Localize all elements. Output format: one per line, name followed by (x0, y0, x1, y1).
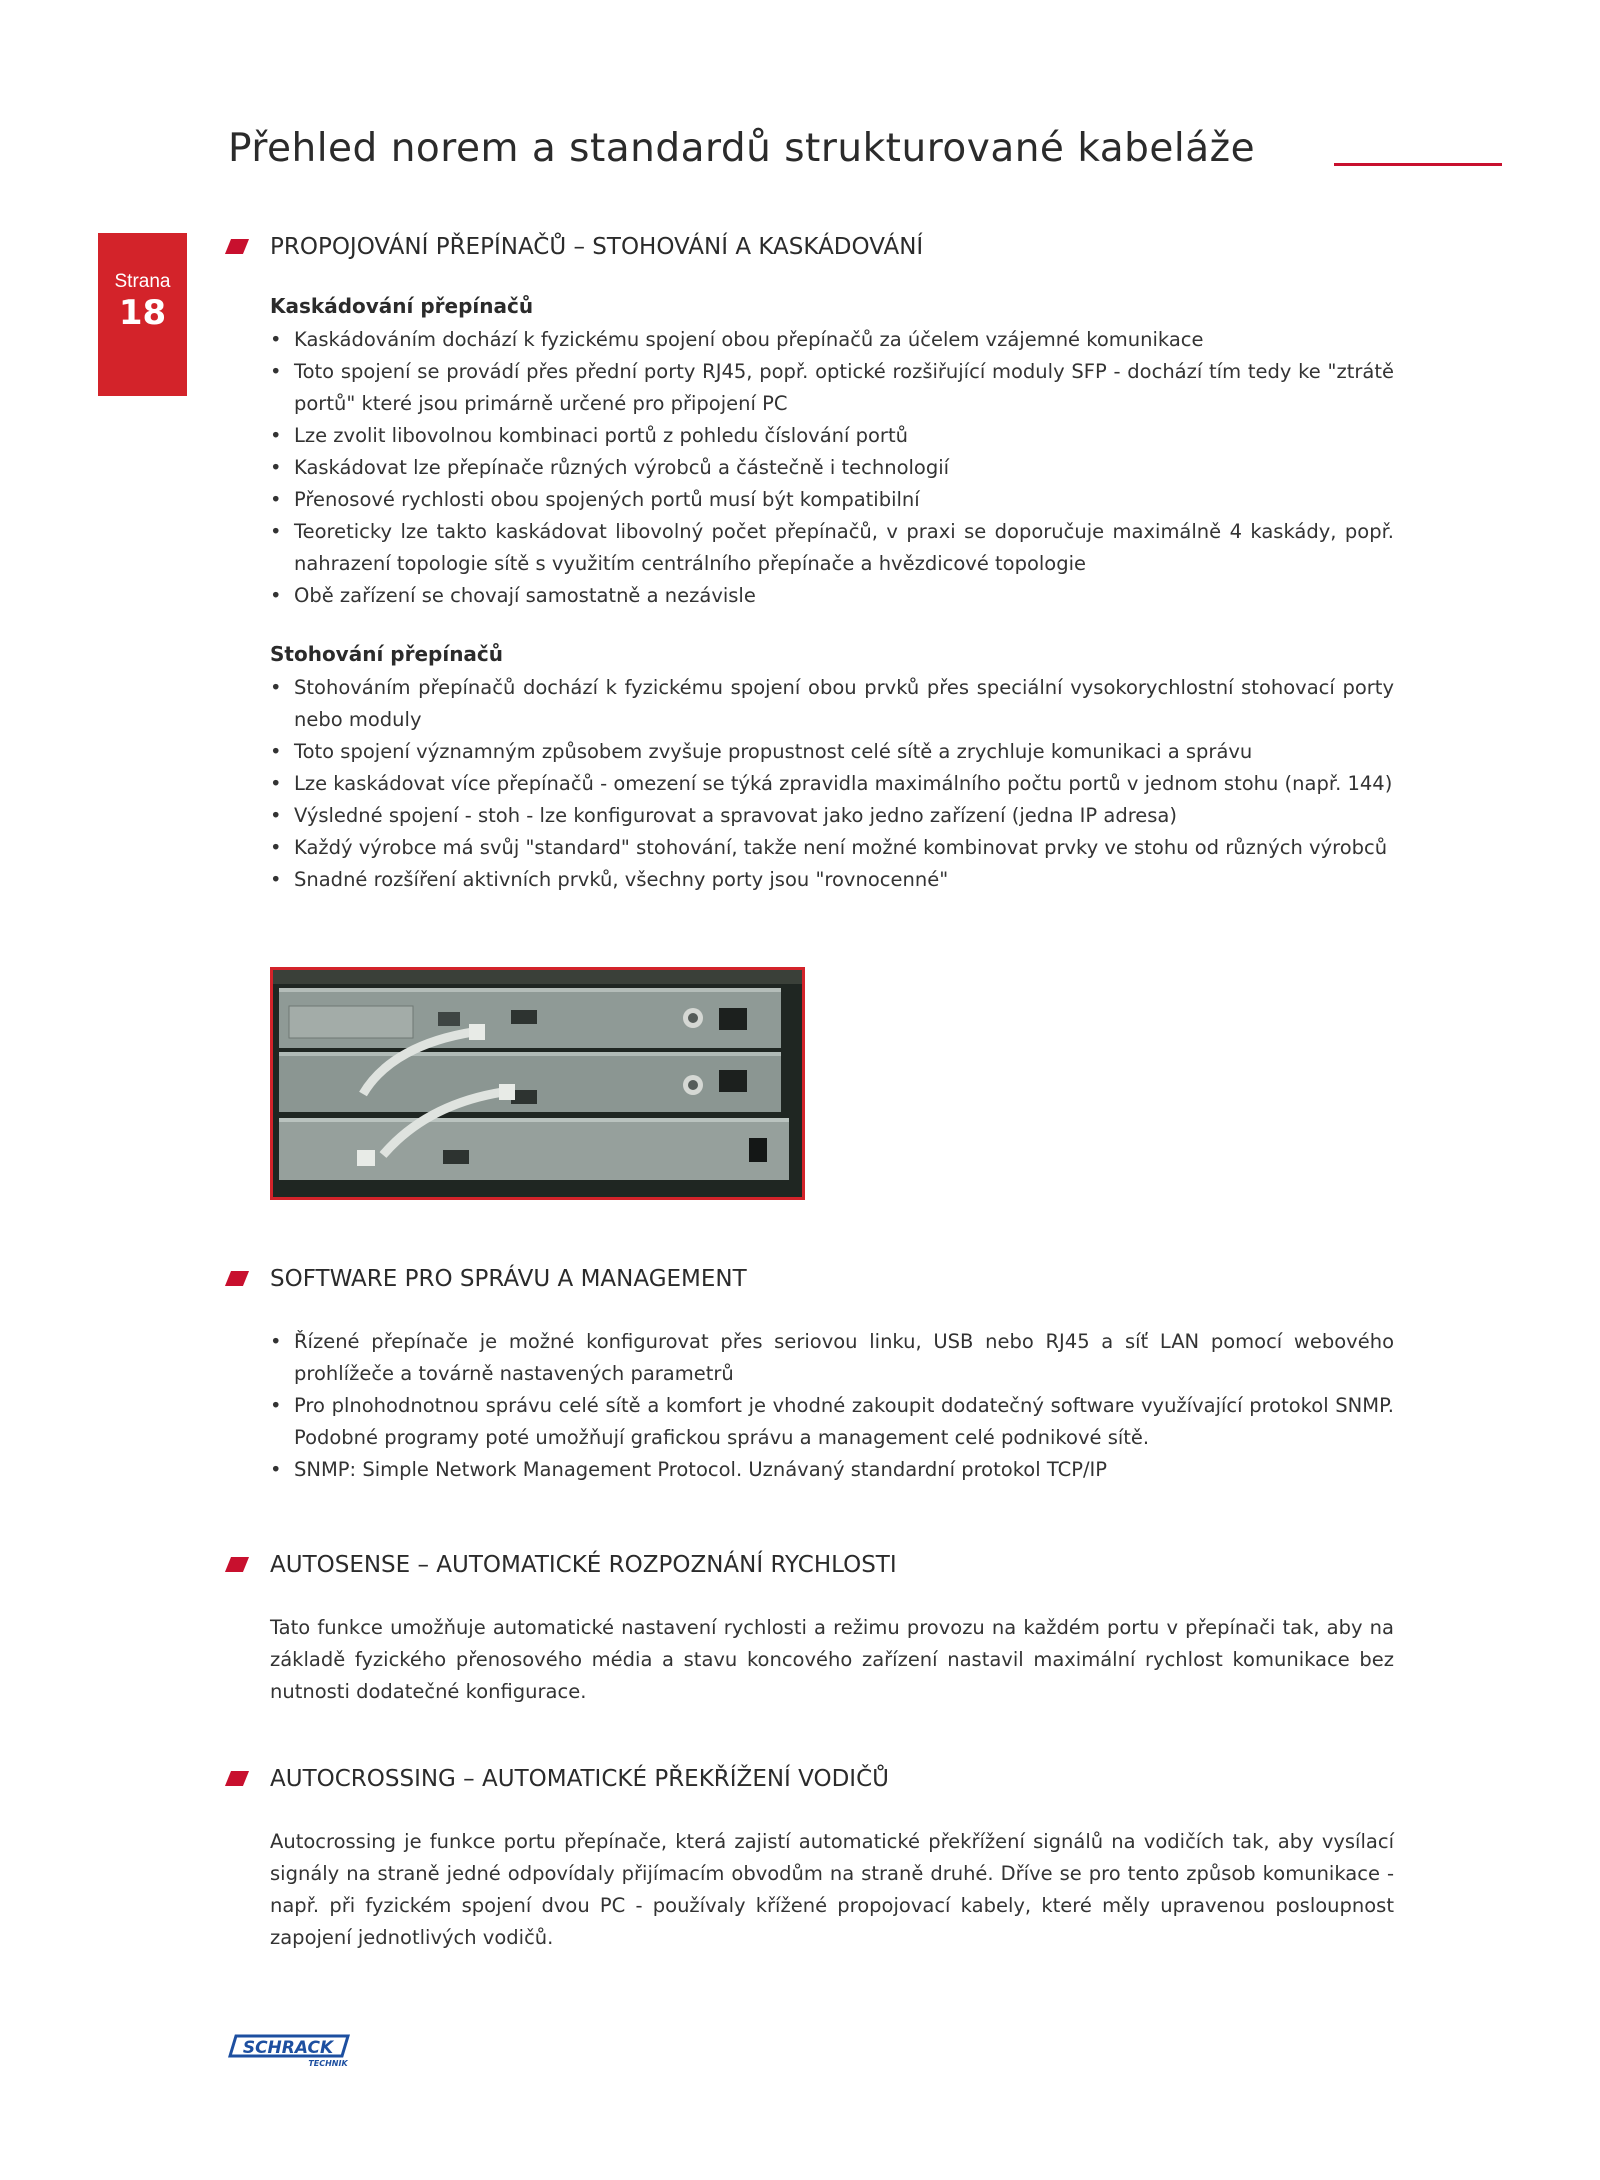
stacked-switches-image (273, 970, 802, 1197)
subheading-cascading: Kaskádování přepínačů (270, 294, 534, 318)
svg-text:SCHRACK: SCHRACK (242, 2038, 334, 2058)
list-item: • Lze kaskádovat více přepínačů - omezení se týká zpravidla maximálního počtu portů v jednom stohu (např. 144) (270, 768, 1394, 800)
svg-text:TECHNIK: TECHNIK (308, 2059, 348, 2068)
list-item: • Řízené přepínače je možné konfigurovat přes seriovou linku, USB nebo RJ45 a síť LAN pomocí webového prohlížeče a továrně nastavených parametrů (270, 1326, 1394, 1390)
section-heading-text: AUTOSENSE – AUTOMATICKÉ ROZPOZNÁNÍ RYCHLOSTI (270, 1552, 897, 1578)
page-number: 18 (118, 293, 167, 333)
list-item: • Lze zvolit libovolnou kombinaci portů z pohledu číslování portů (270, 420, 1394, 452)
list-item: • Pro plnohodnotnou správu celé sítě a komfort je vhodné zakoupit dodatečný software využívající protokol SNMP. Podobné programy poté umožňují grafickou správu a management celé podnikové sítě. (270, 1390, 1394, 1454)
section-marker-icon (225, 1271, 249, 1286)
schrack-logo (228, 2030, 352, 2070)
page-title: Přehled norem a standardů strukturované kabeláže (228, 126, 1256, 171)
section-marker-icon (225, 1557, 249, 1572)
page-number-tab (98, 233, 187, 396)
list-item: • Kaskádováním dochází k fyzickému spojení obou přepínačů za účelem vzájemné komunikace (270, 324, 1394, 356)
page-tab-label: Strana (114, 271, 171, 292)
section-heading-autosense (228, 1554, 897, 1577)
list-item: • Každý výrobce má svůj "standard" stohování, takže není možné kombinovat prvky ve stohu od různých výrobců (270, 832, 1394, 864)
stacked-switches-photo (270, 967, 805, 1200)
software-list (270, 1326, 1394, 1486)
list-item: • Toto spojení se provádí přes přední porty RJ45, popř. optické rozšiřující moduly SFP - dochází tím tedy ke "ztrátě portů" které jsou primárně určené pro připojení PC (270, 356, 1394, 420)
section-marker-icon (225, 1771, 249, 1786)
list-item: • Přenosové rychlosti obou spojených portů musí být kompatibilní (270, 484, 1394, 516)
list-item: • Obě zařízení se chovají samostatně a nezávisle (270, 580, 1394, 612)
list-item: • SNMP: Simple Network Management Protocol. Uznávaný standardní protokol TCP/IP (270, 1454, 1394, 1486)
list-item: • Výsledné spojení - stoh - lze konfigurovat a spravovat jako jedno zařízení (jedna IP adresa) (270, 800, 1394, 832)
section-marker-icon (225, 239, 249, 254)
section-heading-text: PROPOJOVÁNÍ PŘEPÍNAČŮ – STOHOVÁNÍ A KASKÁDOVÁNÍ (270, 234, 924, 260)
section-heading-autocrossing (228, 1768, 889, 1791)
list-item: • Kaskádovat lze přepínače různých výrobců a částečně i technologií (270, 452, 1394, 484)
stacking-list (270, 672, 1394, 896)
section-heading-software (228, 1268, 747, 1291)
list-item: • Toto spojení významným způsobem zvyšuje propustnost celé sítě a zrychluje komunikaci a správu (270, 736, 1394, 768)
list-item: • Teoreticky lze takto kaskádovat libovolný počet přepínačů, v praxi se doporučuje maximálně 4 kaskády, popř. nahrazení topologie sítě s využitím centrálního přepínače a hvězdicové topologie (270, 516, 1394, 580)
section-heading-stacking (228, 236, 923, 259)
section-heading-text: SOFTWARE PRO SPRÁVU A MANAGEMENT (270, 1266, 747, 1292)
list-item: • Snadné rozšíření aktivních prvků, všechny porty jsou "rovnocenné" (270, 864, 1394, 896)
subheading-stacking: Stohování přepínačů (270, 642, 504, 666)
autosense-paragraph: Tato funkce umožňuje automatické nastavení rychlosti a režimu provozu na každém portu v přepínači tak, aby na základě fyzického přenosového média a stavu koncového zařízení nastavil maximální rychlost komunikace bez nutnosti dodatečné konfigurace. (270, 1616, 1394, 1703)
title-rule (1334, 163, 1502, 166)
list-item: • Stohováním přepínačů dochází k fyzickému spojení obou prvků přes speciální vysokorychlostní stohovací porty nebo moduly (270, 672, 1394, 736)
cascading-list (270, 324, 1394, 612)
section-heading-text: AUTOCROSSING – AUTOMATICKÉ PŘEKŘÍŽENÍ VODIČŮ (270, 1766, 889, 1792)
schrack-logo-icon (228, 2030, 352, 2070)
autocrossing-paragraph: Autocrossing je funkce portu přepínače, která zajistí automatické překřížení signálů na vodičích tak, aby vysílací signály na straně jedné odpovídaly přijímacím obvodům na straně druhé. Dříve se pro tento způsob komunikace - např. při fyzickém spojení dvou PC - používaly křížené propojovací kabely, které měly upravenou posloupnost zapojení jednotlivých vodičů. (270, 1830, 1394, 1949)
